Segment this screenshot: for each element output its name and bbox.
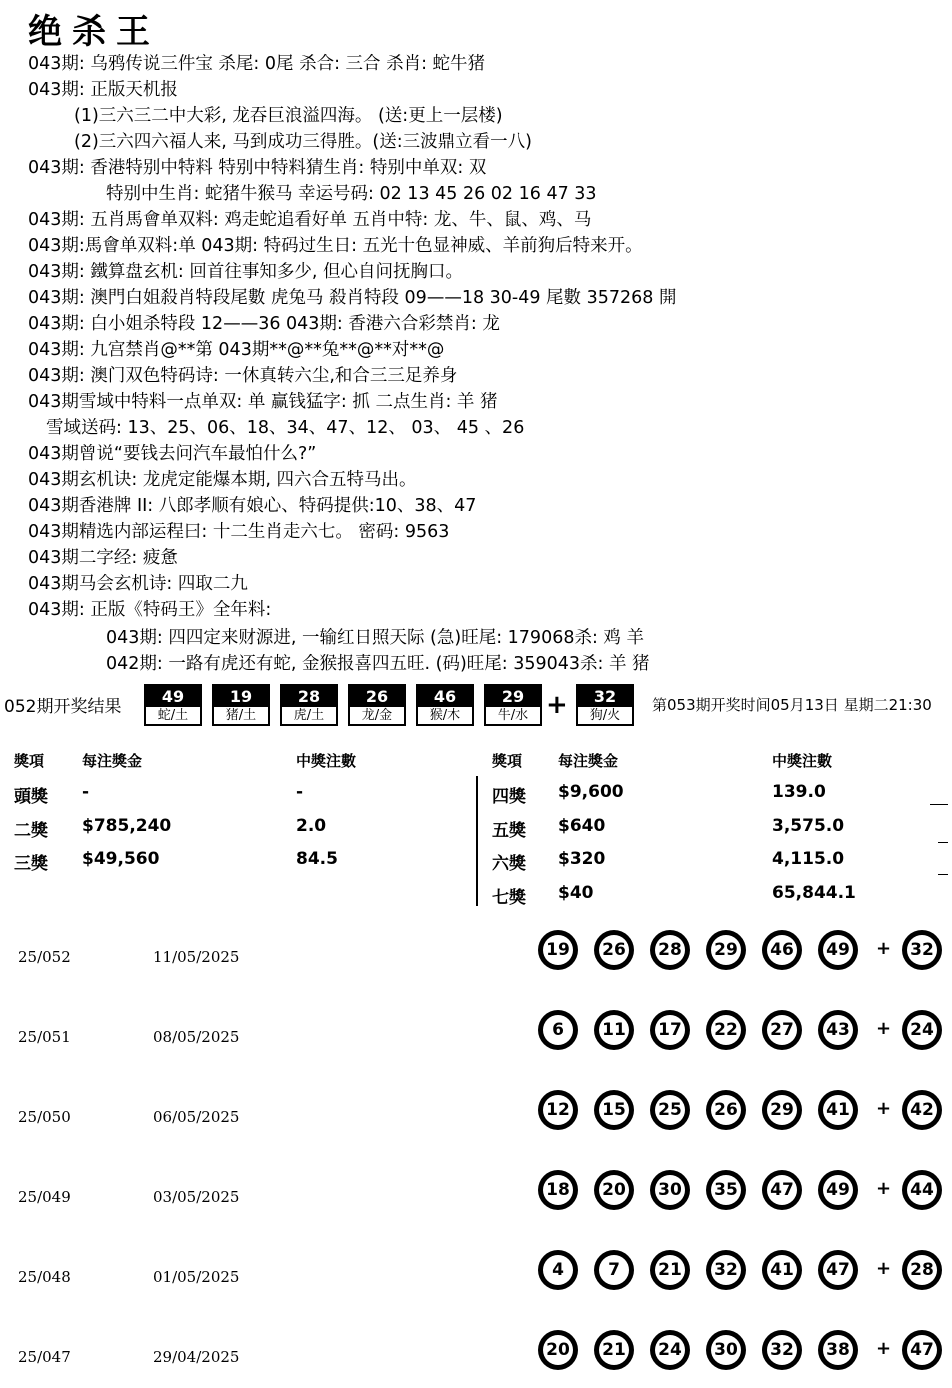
history-ball-number: 41 <box>823 1095 853 1125</box>
prize-header-item: 獎項 <box>492 752 523 770</box>
special-ball-zodiac: 狗/火 <box>589 708 621 723</box>
history-ball <box>706 1010 746 1050</box>
prize-count: 3,575.0 <box>772 816 845 836</box>
result-ball <box>212 684 270 726</box>
forecast-line: (2)三六四六福人来, 马到成功三得胜。(送:三波鼎立看一八) <box>74 132 532 152</box>
history-ball-number: 15 <box>599 1095 629 1125</box>
history-ball-number: 6 <box>543 1015 573 1045</box>
result-ball-zodiac: 猴/木 <box>429 708 461 723</box>
history-ball <box>650 1330 690 1370</box>
forecast-line: 043期: 鐵算盘玄机: 回首往事知多少, 但心自问抚胸口。 <box>28 262 463 282</box>
result-ball <box>484 684 542 726</box>
prize-name: 頭獎 <box>14 787 48 807</box>
plus-sign: + <box>546 690 568 720</box>
history-ball <box>762 1010 802 1050</box>
history-ball-number: 29 <box>767 1095 797 1125</box>
prize-name: 四獎 <box>492 787 526 807</box>
prize-amount: $640 <box>558 816 606 836</box>
prize-header-item: 獎項 <box>14 752 45 770</box>
forecast-line: 042期: 一路有虎还有蛇, 金猴报喜四五旺. (码)旺尾: 359043杀: 羊 猪 <box>106 654 650 674</box>
history-ball-number: 35 <box>711 1175 741 1205</box>
history-ball <box>538 1170 578 1210</box>
history-ball-number: 49 <box>823 935 853 965</box>
history-date: 03/05/2025 <box>153 1188 240 1206</box>
history-ball-number: 7 <box>599 1255 629 1285</box>
history-ball-number: 21 <box>655 1255 685 1285</box>
history-row <box>0 1246 952 1306</box>
history-ball <box>706 930 746 970</box>
history-ball <box>538 930 578 970</box>
history-ball <box>818 930 858 970</box>
prize-header-count: 中獎注數 <box>296 752 357 770</box>
special-ball-number: 32 <box>578 686 632 707</box>
forecast-line: 043期: 澳門白姐殺肖特段尾數 虎兔马 殺肖特段 09——18 30-49 尾數 357268 開 <box>28 288 677 308</box>
history-ball <box>650 1010 690 1050</box>
history-ball <box>818 1010 858 1050</box>
result-ball-zodiac: 蛇/土 <box>157 708 189 723</box>
forecast-line: 043期香港牌 II: 八郎孝顺有娘心、特码提供:10、38、47 <box>28 496 477 516</box>
plus-sign: + <box>876 1098 892 1119</box>
plus-sign: + <box>876 1338 892 1359</box>
history-ball-number: 41 <box>767 1255 797 1285</box>
result-ball-number: 49 <box>146 686 200 707</box>
history-ball-number: 24 <box>655 1335 685 1365</box>
prize-name: 三獎 <box>14 854 48 874</box>
result-ball-number: 46 <box>418 686 472 707</box>
forecast-line: 043期: 九宫禁肖@**第 043期**@**兔**@**对**@ <box>28 340 445 360</box>
forecast-line: 特别中生肖: 蛇猪牛猴马 幸运号码: 02 13 45 26 02 16 47 33 <box>106 184 597 204</box>
forecast-line: 043期: 澳门双色特码诗: 一休真转六尘,和合三三足养身 <box>28 366 458 386</box>
result-ball-zodiac: 猪/土 <box>225 708 257 723</box>
history-ball-number: 28 <box>655 935 685 965</box>
result-ball-zodiac: 龙/金 <box>361 708 393 723</box>
history-row <box>0 1086 952 1146</box>
prize-name: 二獎 <box>14 821 48 841</box>
history-ball-number: 22 <box>711 1015 741 1045</box>
history-ball-number: 30 <box>711 1335 741 1365</box>
prize-amount: $785,240 <box>82 816 172 836</box>
history-date: 06/05/2025 <box>153 1108 240 1126</box>
history-ball <box>538 1090 578 1130</box>
forecast-line: 043期: 四四定来财源进, 一输红日照天际 (急)旺尾: 179068杀: 鸡 羊 <box>106 628 644 648</box>
history-date: 29/04/2025 <box>153 1348 240 1366</box>
history-ball-number: 4 <box>543 1255 573 1285</box>
history-period: 25/052 <box>18 948 71 966</box>
prize-divider <box>476 776 478 906</box>
history-date: 01/05/2025 <box>153 1268 240 1286</box>
history-ball-number: 12 <box>543 1095 573 1125</box>
forecast-line: (1)三六三二中大彩, 龙吞巨浪溢四海。 (送:更上一层楼) <box>74 106 503 126</box>
history-special-number: 44 <box>907 1175 937 1205</box>
history-row <box>0 1326 952 1386</box>
draw-result-strip <box>0 684 952 730</box>
history-row <box>0 1006 952 1066</box>
history-ball-number: 47 <box>767 1175 797 1205</box>
result-ball-zodiac: 牛/水 <box>497 708 529 723</box>
history-ball <box>762 930 802 970</box>
history-ball <box>650 930 690 970</box>
draw-result-label: 052期开奖结果 <box>4 697 122 717</box>
prize-amount: $9,600 <box>558 782 624 802</box>
prize-header-amount: 每注獎金 <box>82 752 143 770</box>
history-ball <box>818 1250 858 1290</box>
history-ball <box>762 1330 802 1370</box>
history-ball <box>762 1090 802 1130</box>
forecast-line: 043期: 白小姐杀特段 12——36 043期: 香港六合彩禁肖: 龙 <box>28 314 500 334</box>
prize-table <box>0 746 952 906</box>
history-period: 25/051 <box>18 1028 71 1046</box>
history-ball-number: 21 <box>599 1335 629 1365</box>
result-ball-zodiac: 虎/土 <box>293 708 325 723</box>
history-ball-number: 38 <box>823 1335 853 1365</box>
forecast-line: 雪域送码: 13、25、06、18、34、47、12、 03、 45 、26 <box>46 418 525 438</box>
history-ball <box>538 1250 578 1290</box>
forecast-line: 043期雪域中特料一点单双: 单 赢钱猛字: 抓 二点生肖: 羊 猪 <box>28 392 498 412</box>
special-ball <box>576 684 634 726</box>
prize-amount: $49,560 <box>82 849 160 869</box>
plus-sign: + <box>876 938 892 959</box>
edge-tick <box>938 874 948 875</box>
history-ball <box>706 1090 746 1130</box>
history-ball-number: 43 <box>823 1015 853 1045</box>
history-special-ball <box>902 1250 942 1290</box>
history-special-number: 24 <box>907 1015 937 1045</box>
history-ball <box>594 1330 634 1370</box>
next-draw-time: 第053期开奖时间05月13日 星期二21:30 <box>652 696 932 714</box>
history-ball-number: 27 <box>767 1015 797 1045</box>
plus-sign: + <box>876 1178 892 1199</box>
page-title: 绝杀王 <box>28 12 160 52</box>
history-ball <box>594 930 634 970</box>
forecast-line: 043期:馬會单双料:单 043期: 特码过生日: 五光十色显神威、羊前狗后特来开。 <box>28 236 643 256</box>
prize-amount: $40 <box>558 883 594 903</box>
history-ball <box>538 1010 578 1050</box>
forecast-line: 043期: 香港特别中特料 特别中特料猜生肖: 特别中单双: 双 <box>28 158 487 178</box>
prize-amount: $320 <box>558 849 606 869</box>
prize-count: - <box>296 782 304 802</box>
prize-name: 六獎 <box>492 854 526 874</box>
history-ball <box>818 1090 858 1130</box>
history-ball-number: 47 <box>823 1255 853 1285</box>
prize-count: 139.0 <box>772 782 826 802</box>
history-ball <box>762 1170 802 1210</box>
forecast-line: 043期: 五肖馬會单双料: 鸡走蛇追看好单 五肖中特: 龙、牛、鼠、鸡、马 <box>28 210 592 230</box>
history-date: 11/05/2025 <box>153 948 240 966</box>
history-special-ball <box>902 930 942 970</box>
history-date: 08/05/2025 <box>153 1028 240 1046</box>
history-ball <box>650 1170 690 1210</box>
history-special-ball <box>902 1010 942 1050</box>
history-special-ball <box>902 1090 942 1130</box>
history-ball-number: 30 <box>655 1175 685 1205</box>
edge-tick <box>938 842 948 843</box>
forecast-line: 043期二字经: 疲惫 <box>28 548 178 568</box>
history-row <box>0 1166 952 1226</box>
forecast-line: 043期精选内部运程曰: 十二生肖走六七。 密码: 9563 <box>28 522 450 542</box>
forecast-line: 043期马会玄机诗: 四取二九 <box>28 574 248 594</box>
history-ball <box>594 1250 634 1290</box>
result-ball-number: 29 <box>486 686 540 707</box>
history-ball-number: 25 <box>655 1095 685 1125</box>
history-ball <box>706 1250 746 1290</box>
prize-header-amount: 每注獎金 <box>558 752 619 770</box>
history-ball-number: 11 <box>599 1015 629 1045</box>
history-ball <box>762 1250 802 1290</box>
prize-amount: - <box>82 782 90 802</box>
history-special-number: 47 <box>907 1335 937 1365</box>
history-ball-number: 46 <box>767 935 797 965</box>
history-ball <box>538 1330 578 1370</box>
forecast-line: 043期曾说“要钱去问汽车最怕什么?” <box>28 444 317 464</box>
prize-count: 65,844.1 <box>772 883 856 903</box>
prize-header-count: 中獎注數 <box>772 752 833 770</box>
history-special-number: 28 <box>907 1255 937 1285</box>
history-period: 25/049 <box>18 1188 71 1206</box>
history-ball-number: 32 <box>767 1335 797 1365</box>
prize-count: 4,115.0 <box>772 849 845 869</box>
history-row <box>0 926 952 986</box>
history-ball-number: 32 <box>711 1255 741 1285</box>
result-ball <box>348 684 406 726</box>
edge-tick <box>930 804 948 805</box>
history-period: 25/048 <box>18 1268 71 1286</box>
history-ball <box>706 1330 746 1370</box>
history-ball <box>650 1250 690 1290</box>
history-special-ball <box>902 1330 942 1370</box>
history-ball <box>594 1090 634 1130</box>
prize-count: 84.5 <box>296 849 338 869</box>
history-ball <box>594 1010 634 1050</box>
history-ball <box>650 1090 690 1130</box>
history-ball-number: 26 <box>599 935 629 965</box>
prize-name: 七獎 <box>492 888 526 908</box>
history-ball-number: 19 <box>543 935 573 965</box>
result-ball-number: 19 <box>214 686 268 707</box>
forecast-line: 043期: 正版《特码王》全年料: <box>28 600 272 620</box>
history-special-ball <box>902 1170 942 1210</box>
plus-sign: + <box>876 1018 892 1039</box>
prize-count: 2.0 <box>296 816 327 836</box>
result-ball <box>416 684 474 726</box>
history-ball-number: 29 <box>711 935 741 965</box>
history-ball-number: 17 <box>655 1015 685 1045</box>
forecast-line: 043期: 正版天机报 <box>28 80 178 100</box>
history-ball <box>818 1330 858 1370</box>
result-ball <box>144 684 202 726</box>
history-ball-number: 49 <box>823 1175 853 1205</box>
forecast-line: 043期玄机诀: 龙虎定能爆本期, 四六合五特马出。 <box>28 470 417 490</box>
history-ball-number: 18 <box>543 1175 573 1205</box>
history-ball-number: 26 <box>711 1095 741 1125</box>
result-ball-number: 26 <box>350 686 404 707</box>
result-ball <box>280 684 338 726</box>
history-ball <box>818 1170 858 1210</box>
result-ball-number: 28 <box>282 686 336 707</box>
history-ball <box>594 1170 634 1210</box>
prize-name: 五獎 <box>492 821 526 841</box>
history-special-number: 42 <box>907 1095 937 1125</box>
forecast-line: 043期: 乌鸦传说三件宝 杀尾: 0尾 杀合: 三合 杀肖: 蛇牛猪 <box>28 54 486 74</box>
history-period: 25/050 <box>18 1108 71 1126</box>
history-ball-number: 20 <box>599 1175 629 1205</box>
plus-sign: + <box>876 1258 892 1279</box>
history-period: 25/047 <box>18 1348 71 1366</box>
history-ball-number: 20 <box>543 1335 573 1365</box>
history-special-number: 32 <box>907 935 937 965</box>
history-ball <box>706 1170 746 1210</box>
